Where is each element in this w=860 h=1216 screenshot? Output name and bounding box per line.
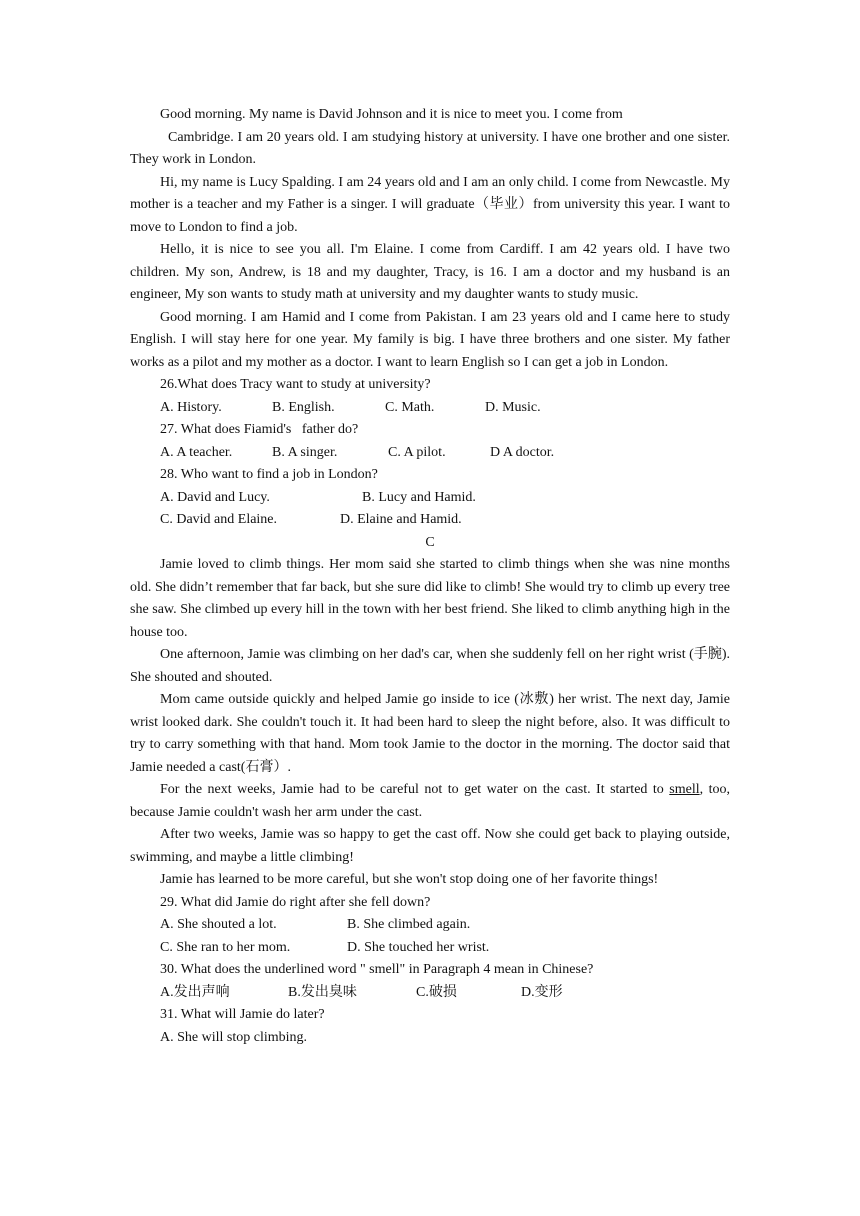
question-26-options [130, 397, 730, 420]
option-27-d: D A doctor. [490, 444, 555, 460]
option-26-b: B. English. [272, 399, 335, 415]
question-30-options [130, 982, 730, 1005]
option-27-b: B. A singer. [272, 444, 338, 460]
question-26: 26.What does Tracy want to study at university? [160, 377, 431, 392]
question-27: 27. What does Fiamid's father do? [160, 422, 359, 437]
paragraph-jamie-cast-off: After two weeks, Jamie was so happy to get the cast off. Now she could get back to playing outside, swimming, and maybe a little climbing! [130, 827, 730, 865]
option-30-c: C.破损 [416, 984, 457, 1000]
section-c-heading: C [425, 534, 435, 550]
option-26-c: C. Math. [385, 399, 435, 415]
option-26-a: A. History. [160, 399, 222, 415]
paragraph-david-line1: Good morning. My name is David Johnson and it is nice to meet you. I come from [160, 107, 623, 122]
question-28-options-2 [130, 509, 730, 532]
option-28-a: A. David and Lucy. [160, 489, 270, 505]
question-28-options-1 [130, 487, 730, 510]
option-30-b: B.发出臭味 [288, 984, 357, 1000]
question-31-options [130, 1027, 730, 1050]
question-29-options-2 [130, 937, 730, 960]
paragraph-jamie-careful: Jamie has learned to be more careful, but she won't stop doing one of her favorite things! [160, 872, 659, 887]
option-27-c: C. A pilot. [388, 444, 446, 460]
option-28-b: B. Lucy and Hamid. [362, 489, 476, 505]
option-26-d: D. Music. [485, 399, 541, 415]
option-28-c: C. David and Elaine. [160, 512, 278, 527]
paragraph-david-rest: Cambridge. I am 20 years old. I am studying history at university. I have one brother and one sister. They work in London. [130, 129, 730, 167]
paragraph-david [130, 104, 730, 127]
option-27-a: A. A teacher. [160, 444, 233, 460]
question-29: 29. What did Jamie do right after she fell down? [160, 894, 431, 910]
paragraph-cast-after: , too, because Jamie couldn't wash her arm under the cast. [130, 782, 730, 820]
paragraph-hamid: Good morning. I am Hamid and I come from Pakistan. I am 23 years old and I came here to study English. I will stay here for one year. My family is big. I have three brothers and one sister. My father works as a pilot and my mother as a doctor. I want to learn English so I can get a job in London. [130, 309, 730, 370]
option-29-b: B. She climbed again. [347, 917, 471, 932]
option-30-a: A.发出声响 [160, 984, 230, 1000]
paragraph-elaine: Hello, it is nice to see you all. I'm Elaine. I come from Cardiff. I am 42 years old. I have two children. My son, Andrew, is 18 and my daughter, Tracy, is 16. I am a doctor and my husband is an engineer, My son wants to study math at university and my daughter wants to study music. [130, 242, 730, 302]
option-29-a: A. She shouted a lot. [160, 917, 277, 932]
option-30-d: D.变形 [521, 984, 563, 1000]
question-31: 31. What will Jamie do later? [160, 1007, 325, 1022]
paragraph-cast-before: For the next weeks, Jamie had to be careful not to get water on the cast. It started to [160, 782, 670, 797]
question-30: 30. What does the underlined word " smell" in Paragraph 4 mean in Chinese? [160, 962, 594, 977]
question-28: 28. Who want to find a job in London? [160, 467, 378, 482]
option-28-d: D. Elaine and Hamid. [340, 512, 462, 527]
document-page [130, 104, 730, 1049]
question-29-options-1 [130, 914, 730, 937]
paragraph-jamie-doctor: Mom came outside quickly and helped Jamie go inside to ice (冰敷) her wrist. The next day, Jamie wrist looked dark. She couldn't touch it. It had been hard to sleep the night before, also. It was difficult to try to carry something with that hand. Mom took Jamie to the doctor in the morning. The doctor said that Jamie needed a cast(石膏）. [130, 692, 730, 775]
option-29-d: D. She touched her wrist. [347, 939, 490, 955]
paragraph-jamie-climb: Jamie loved to climb things. Her mom said she started to climb things when she was nine months old. She didn’t remember that far back, but she sure did like to climb! She would try to climb up every tree she saw. She climbed up every hill in the town with her best friend. She liked to climb anything high in the house too. [130, 557, 730, 640]
option-31-a: A. She will stop climbing. [160, 1029, 307, 1045]
paragraph-jamie-fell: One afternoon, Jamie was climbing on her dad's car, when she suddenly fell on her right wrist (手腕). She shouted and shouted. [130, 647, 730, 685]
question-27-options [130, 442, 730, 465]
underlined-word-smell: smell [669, 782, 700, 797]
option-29-c: C. She ran to her mom. [160, 939, 291, 955]
paragraph-lucy: Hi, my name is Lucy Spalding. I am 24 years old and I am an only child. I come from Newcastle. My mother is a teacher and my Father is a singer. I will graduate（毕业）from university this year. I want to move to London to find a job. [130, 174, 730, 235]
paragraph-jamie-cast [130, 779, 730, 824]
